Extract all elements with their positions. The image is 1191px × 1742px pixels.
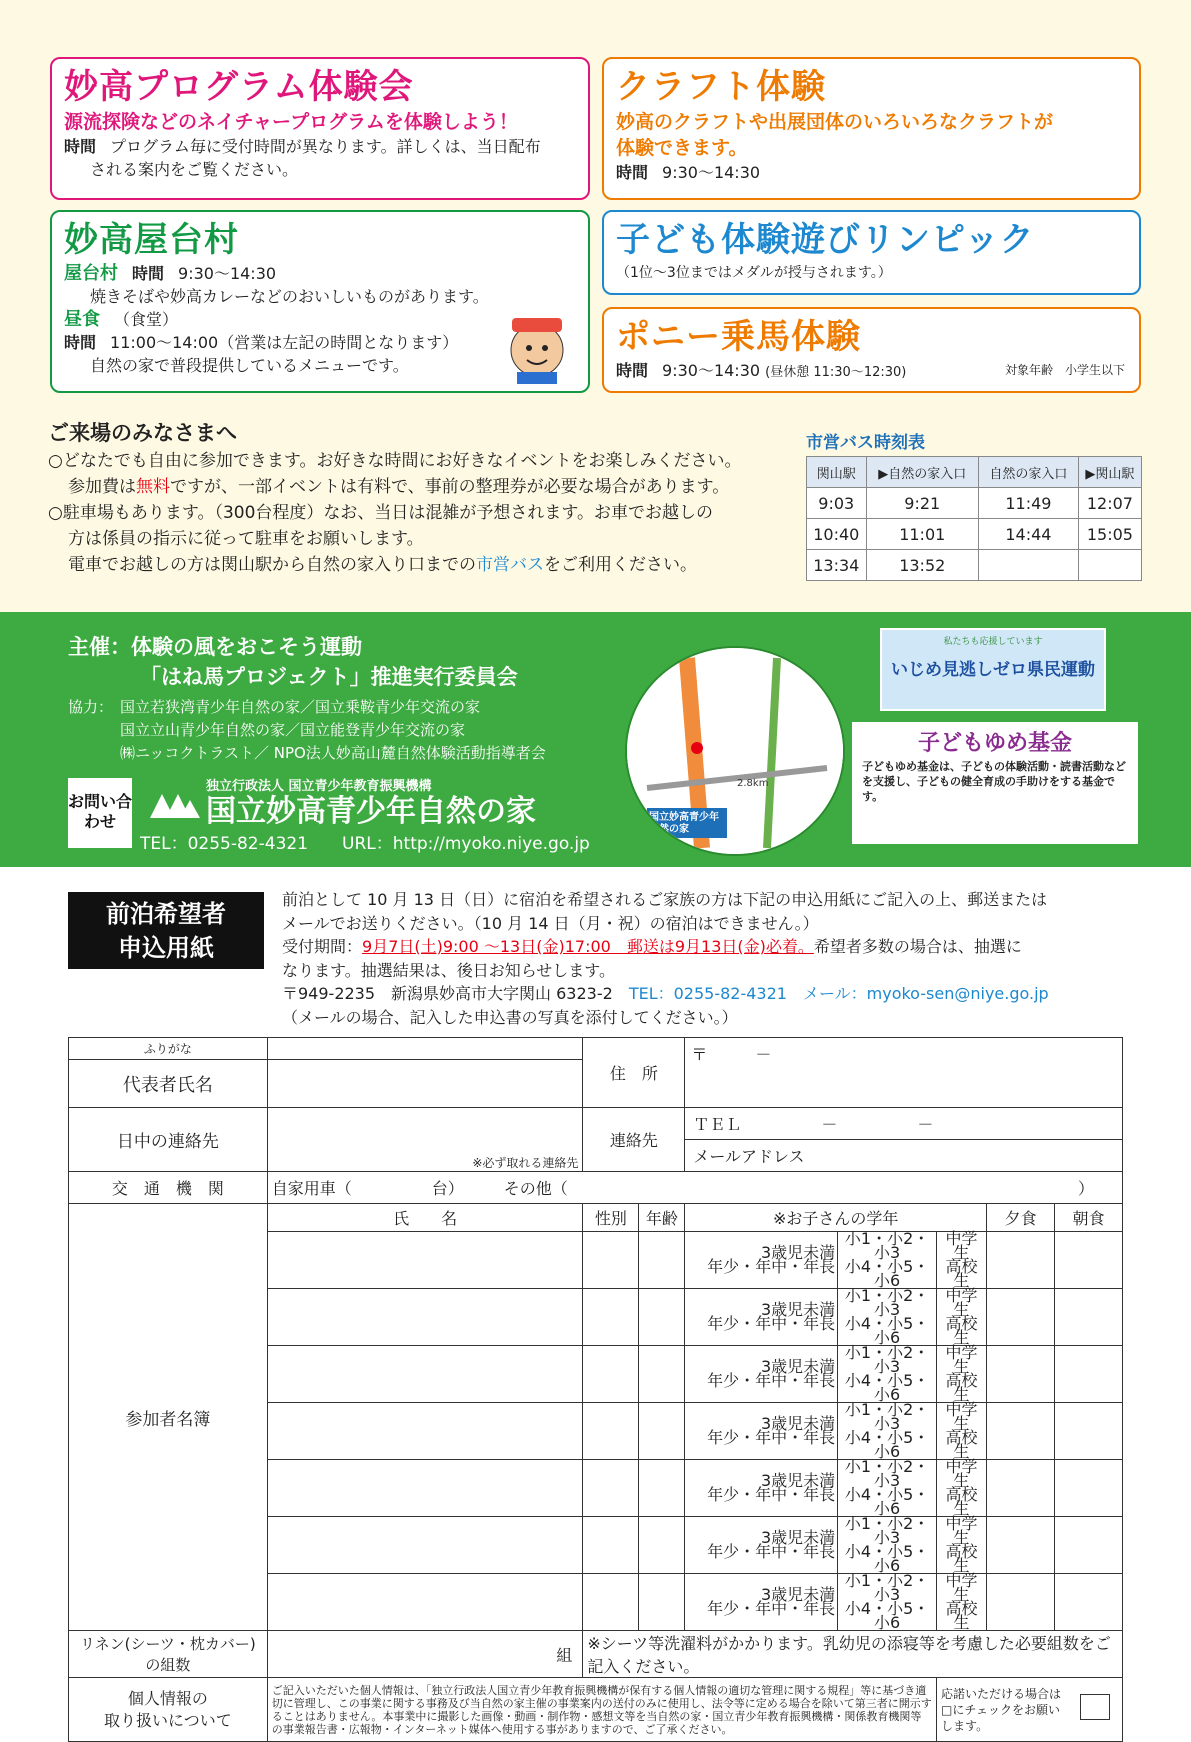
bus-cell: 9:21 [866, 488, 978, 519]
visitors-l2a: 参加費は [68, 477, 136, 497]
olympic-title: 子ども体験遊びリンピック [616, 220, 1035, 260]
g1b: 年少・年中・年長 [707, 1257, 836, 1276]
yatai-time-label2: 時間 [64, 333, 97, 352]
application-text [282, 888, 1132, 1029]
car-text: 自家用車（ 台） その他（ [271, 1179, 568, 1198]
participants-label: 参加者名簿 [69, 1204, 268, 1631]
g2a: 小1・小2・小3 [844, 1571, 930, 1604]
g1a: 3歳児未満 [760, 1528, 836, 1547]
g1a: 3歳児未満 [760, 1471, 836, 1490]
grade-elementary[interactable] [838, 1457, 937, 1518]
address-input[interactable]: 〒 － [685, 1038, 1123, 1108]
g3a: 中学生 [945, 1400, 978, 1433]
application-title-block [68, 892, 264, 969]
craft-time-label: 時間 [616, 163, 649, 182]
h-sex: 性別 [583, 1204, 639, 1232]
g3b: 高校生 [945, 1257, 978, 1290]
h-dinner: 夕食 [987, 1204, 1055, 1232]
pony-break: (昼休憩 11:30～12:30) [765, 365, 907, 380]
bus-header: ▶自然の家入口 [866, 457, 978, 488]
grade-preschool[interactable] [685, 1574, 838, 1631]
g3b: 高校生 [945, 1314, 978, 1347]
contact-label: 連絡先 [583, 1108, 685, 1172]
visitors-l2c: ですが、一部イベントは有料で、事前の整理券が必要な場合があります。 [170, 477, 730, 497]
g3b: 高校生 [945, 1542, 978, 1575]
grade-secondary[interactable] [937, 1229, 987, 1290]
olympic-note: （1位～3位まではメダルが授与されます。） [616, 265, 892, 281]
g2b: 小4・小5・小6 [844, 1542, 930, 1575]
p-age[interactable] [639, 1346, 685, 1403]
bus-cell: 12:07 [1078, 488, 1141, 519]
grade-elementary[interactable] [838, 1286, 937, 1347]
visitors-title: ご来場のみなさまへ [48, 421, 237, 445]
g2a: 小1・小2・小3 [844, 1457, 930, 1490]
h-name: 氏 名 [267, 1204, 583, 1232]
g2a: 小1・小2・小3 [844, 1286, 930, 1319]
grade-preschool[interactable] [685, 1460, 838, 1517]
org-name: 国立妙高青少年自然の家 [206, 794, 536, 829]
org-tel: TEL：0255-82-4321 [140, 834, 309, 854]
org-url[interactable]: URL：http://myoko.niye.go.jp [342, 834, 590, 854]
banner1-small: 私たちも応援しています [943, 637, 1043, 647]
bus-cell: 15:05 [1078, 519, 1141, 550]
banner2-title: 子どもゆめ基金 [917, 731, 1072, 756]
app-title2: 申込用紙 [118, 934, 214, 962]
grade-secondary[interactable] [937, 1571, 987, 1632]
p-name[interactable] [267, 1289, 583, 1346]
bus-cell: 10:40 [807, 519, 867, 550]
p-dinner[interactable] [987, 1460, 1055, 1517]
privacy-text: ご記入いただいた個人情報は、「独立行政法人国立青少年教育振興機構が保有する個人情報の適切な管理に関する規程」等に基づき適切に管理し、この事業に関する事務及び当自然の家主催の事業案内の送付のみに使用し、法令等に定める場合を除いて第三者に開示することはありません。本事業中に撮影した画像・動画・制作物・感想文等を当自然の家・国立青少年教育振興機構・関係教育機関等の事業報告書・広報物・インターネット媒体へ使用する事がありますので、ご了承ください。 [267, 1678, 936, 1742]
mascot-illustration [502, 310, 572, 385]
rep-name-input[interactable] [267, 1060, 583, 1108]
g2a: 小1・小2・小3 [844, 1343, 930, 1376]
rep-name-label: 代表者氏名 [69, 1060, 268, 1108]
g1a: 3歳児未満 [760, 1585, 836, 1604]
bus-cell: 11:01 [866, 519, 978, 550]
visitors-l3: ○駐車場もあります。（300台程度）なお、当日は混雑が予想されます。お車でお越しの [48, 503, 714, 523]
yume-kikin-banner[interactable] [852, 722, 1138, 844]
coop-1: 国立若狭湾青少年自然の家／国立乗鞍青少年交流の家 [120, 698, 481, 716]
inquiry-label: お問い合わせ [68, 778, 132, 848]
g1b: 年少・年中・年長 [707, 1485, 836, 1504]
visitors-l4: 方は係員の指示に従って駐車をお願いします。 [68, 529, 424, 549]
p-name[interactable] [267, 1346, 583, 1403]
olympic-box [602, 210, 1141, 295]
g3a: 中学生 [945, 1514, 978, 1547]
visitors-l5a: 電車でお越しの方は関山駅から自然の家入り口までの [68, 555, 476, 575]
g3a: 中学生 [945, 1571, 978, 1604]
app-p1: 前泊として 10 月 13 日（日）に宿泊を希望されるご家族の方は下記の申込用紙にご記入の上、郵送または [282, 890, 1048, 909]
map-label: 国立妙高青少年自然の家 [649, 812, 719, 835]
yatai-time1: 9:30～14:30 [178, 264, 277, 283]
tel-input[interactable]: ＴＥＬ － － [685, 1108, 1123, 1140]
visitors-bus-link: 市営バス [476, 555, 544, 575]
g1a: 3歳児未満 [760, 1357, 836, 1376]
program-time-text2: される案内をご覧ください。 [90, 160, 299, 179]
p-name[interactable] [267, 1232, 583, 1289]
app-p6: （メールの場合、記入した申込書の写真を添付してください。） [282, 1007, 738, 1027]
privacy-label1: 個人情報の [127, 1688, 208, 1708]
p-breakfast[interactable] [1054, 1346, 1122, 1403]
p-name[interactable] [267, 1460, 583, 1517]
h-breakfast: 朝食 [1054, 1204, 1122, 1232]
g2b: 小4・小5・小6 [844, 1314, 930, 1347]
visitors-section [48, 418, 788, 578]
g3a: 中学生 [945, 1457, 978, 1490]
p-breakfast[interactable] [1054, 1460, 1122, 1517]
p-sex[interactable] [583, 1460, 639, 1517]
bus-cell [978, 550, 1078, 581]
g3a: 中学生 [945, 1343, 978, 1376]
pony-time: 9:30～14:30 [662, 361, 761, 380]
bus-cell: 9:03 [807, 488, 867, 519]
visitors-free: 無料 [136, 477, 170, 497]
consent-cell [937, 1678, 1123, 1742]
coop-label: 協力： [68, 698, 114, 716]
p-breakfast[interactable] [1054, 1289, 1122, 1346]
day-contact-label: 日中の連絡先 [69, 1108, 268, 1172]
g1a: 3歳児未満 [760, 1414, 836, 1433]
bus-cell [1078, 550, 1141, 581]
grade-secondary[interactable] [937, 1514, 987, 1575]
set-unit: 組 [556, 1645, 573, 1665]
g2a: 小1・小2・小3 [844, 1514, 930, 1547]
bus-cell: 14:44 [978, 519, 1078, 550]
privacy-label2: 取り扱いについて [104, 1710, 232, 1730]
yatai-time-label: 時間 [132, 264, 165, 283]
pony-time-label: 時間 [616, 361, 649, 380]
consent-checkbox[interactable] [1080, 1694, 1110, 1720]
bus-header: 自然の家入口 [978, 457, 1078, 488]
consent-text: 応諾いただける場合は□にチェックをお願いします。 [941, 1686, 1062, 1733]
organizer-line2: 「はね馬プロジェクト」推進実行委員会 [140, 665, 518, 689]
g2b: 小4・小5・小6 [844, 1428, 930, 1461]
p-name[interactable] [267, 1403, 583, 1460]
p-breakfast[interactable] [1054, 1403, 1122, 1460]
craft-box [602, 57, 1141, 200]
program-box [50, 57, 590, 200]
craft-time: 9:30～14:30 [662, 163, 761, 182]
p-dinner[interactable] [987, 1517, 1055, 1574]
p-dinner[interactable] [987, 1403, 1055, 1460]
program-title: 妙高プログラム体験会 [64, 67, 414, 107]
must-note: ※必ず取れる連絡先 [472, 1156, 579, 1170]
h-grade: ※お子さんの学年 [685, 1204, 987, 1232]
visitors-l5c: をご利用ください。 [544, 555, 697, 575]
grade-elementary[interactable] [838, 1514, 937, 1575]
g2a: 小1・小2・小3 [844, 1400, 930, 1433]
pony-box [602, 307, 1141, 393]
p-sex[interactable] [583, 1574, 639, 1631]
org-contact [140, 832, 590, 856]
close-paren: ） [1077, 1179, 1094, 1198]
p-breakfast[interactable] [1054, 1232, 1122, 1289]
grade-secondary[interactable] [937, 1343, 987, 1404]
g1b: 年少・年中・年長 [707, 1599, 836, 1618]
bus-cell: 13:52 [866, 550, 978, 581]
g1b: 年少・年中・年長 [707, 1314, 836, 1333]
bus-timetable [806, 430, 1142, 581]
grade-preschool[interactable] [685, 1403, 838, 1460]
grade-secondary[interactable] [937, 1286, 987, 1347]
p-age[interactable] [639, 1232, 685, 1289]
p-sex[interactable] [583, 1346, 639, 1403]
yatai-sub1: 屋台村 [64, 263, 118, 284]
craft-lead1: 妙高のクラフトや出展団体のいろいろなクラフトが [616, 111, 1054, 133]
organizer-line1: 主催：体験の風をおこそう運動 [68, 635, 362, 659]
g1a: 3歳児未満 [760, 1300, 836, 1319]
program-lead: 源流探険などのネイチャープログラムを体験しよう！ [64, 111, 518, 133]
p-dinner[interactable] [987, 1346, 1055, 1403]
app-period: 9月7日(土)9:00 ～13日(金)17:00 郵送は9月13日(金)必着。 [362, 937, 814, 956]
bus-title: 市営バス時刻表 [806, 433, 925, 453]
org-small: 独立行政法人 国立青少年教育振興機構 [206, 779, 432, 794]
grade-preschool[interactable] [685, 1289, 838, 1346]
p-age[interactable] [639, 1289, 685, 1346]
bus-cell: 11:49 [978, 488, 1078, 519]
g2b: 小4・小5・小6 [844, 1257, 930, 1290]
p-age[interactable] [639, 1403, 685, 1460]
transport-input[interactable] [267, 1172, 1122, 1204]
furigana-input[interactable] [267, 1038, 583, 1060]
g3b: 高校生 [945, 1485, 978, 1518]
p-breakfast[interactable] [1054, 1517, 1122, 1574]
p-age[interactable] [639, 1517, 685, 1574]
g3b: 高校生 [945, 1599, 978, 1632]
p-name[interactable] [267, 1517, 583, 1574]
p-sex[interactable] [583, 1403, 639, 1460]
yatai-desc2: 自然の家で普段提供しているメニューです。 [90, 356, 409, 375]
grade-elementary[interactable] [838, 1229, 937, 1290]
p-sex[interactable] [583, 1517, 639, 1574]
linen-note: ※シーツ等洗濯料がかかります。乳幼児の添寝等を考慮した必要組数をご記入ください。 [583, 1631, 1123, 1678]
pony-title: ポニー乗馬体験 [616, 317, 861, 357]
app-title1: 前泊希望者 [106, 900, 226, 928]
coop-3: ㈱ニッコクトラスト／ NPO法人妙高山麓自然体験活動指導者会 [120, 744, 546, 762]
mail-input[interactable]: メールアドレス [685, 1140, 1123, 1172]
grade-secondary[interactable] [937, 1400, 987, 1461]
transport-label: 交 通 機 関 [69, 1172, 268, 1204]
g3a: 中学生 [945, 1286, 978, 1319]
g2b: 小4・小5・小6 [844, 1599, 930, 1632]
yatai-title: 妙高屋台村 [64, 220, 239, 260]
program-time-text: プログラム毎に受付時間が異なります。詳しくは、当日配布 [110, 137, 541, 156]
furigana-label: ふりがな [69, 1038, 268, 1060]
grade-secondary[interactable] [937, 1457, 987, 1518]
p-breakfast[interactable] [1054, 1574, 1122, 1631]
p-sex[interactable] [583, 1289, 639, 1346]
day-contact-input[interactable] [267, 1108, 583, 1172]
cooperators [68, 696, 546, 765]
map-distance: 2.8km [737, 778, 769, 789]
linen-input[interactable] [267, 1631, 583, 1678]
ijime-banner[interactable] [880, 628, 1106, 711]
p-dinner[interactable] [987, 1232, 1055, 1289]
yatai-box [50, 210, 590, 393]
banner1-title: いじめ見逃しゼロ県民運動 [891, 660, 1095, 680]
h-age: 年齢 [639, 1204, 685, 1232]
app-contact: TEL：0255-82-4321 メール：myoko-sen@niye.go.jp [628, 984, 1049, 1003]
yatai-time2: 11:00～14:00（営業は左記の時間となります） [110, 333, 459, 352]
p-age[interactable] [639, 1460, 685, 1517]
yatai-sub2: 昼食 [64, 309, 100, 330]
g2b: 小4・小5・小6 [844, 1485, 930, 1518]
bus-header: ▶関山駅 [1078, 457, 1141, 488]
g3b: 高校生 [945, 1428, 978, 1461]
program-time-label: 時間 [64, 137, 97, 156]
app-p3a: 受付期間： [282, 937, 363, 956]
craft-lead2: 体験できます。 [616, 137, 748, 159]
yatai-sub2-note: （食堂） [114, 310, 179, 329]
p-sex[interactable] [583, 1232, 639, 1289]
linen-label: リネン(シーツ・枕カバー)の組数 [69, 1631, 268, 1678]
banner2-text: 子どもゆめ基金は、子どもの体験活動・読書活動などを支援し、子どもの健全育成の手助けをする基金です。 [862, 760, 1126, 803]
g1b: 年少・年中・年長 [707, 1542, 836, 1561]
app-p2: メールでお送りください。（10 月 14 日（月・祝）の宿泊はできません。） [282, 913, 819, 933]
grade-preschool[interactable] [685, 1517, 838, 1574]
access-map [625, 646, 845, 856]
niye-logo-icon [148, 790, 200, 820]
visitors-l1: ○どなたでも自由に参加できます。お好きな時間にお好きなイベントをお楽しみください。 [48, 451, 742, 471]
g1b: 年少・年中・年長 [707, 1371, 836, 1390]
p-dinner[interactable] [987, 1574, 1055, 1631]
app-p4: なります。抽選結果は、後日お知らせします。 [282, 960, 615, 980]
app-address: 〒949-2235 新潟県妙高市大字関山 6323-2 [282, 984, 613, 1003]
application-form [68, 1037, 1123, 1742]
address-label: 住 所 [583, 1038, 685, 1108]
p-dinner[interactable] [987, 1289, 1055, 1346]
bus-header: 関山駅 [807, 457, 867, 488]
grade-preschool[interactable] [685, 1232, 838, 1289]
grade-preschool[interactable] [685, 1346, 838, 1403]
coop-2: 国立立山青少年自然の家／国立能登青少年交流の家 [120, 721, 466, 739]
bus-cell: 13:34 [807, 550, 867, 581]
g2a: 小1・小2・小3 [844, 1229, 930, 1262]
grade-elementary[interactable] [838, 1343, 937, 1404]
grade-elementary[interactable] [838, 1400, 937, 1461]
p-name[interactable] [267, 1574, 583, 1631]
grade-elementary[interactable] [838, 1571, 937, 1632]
g1b: 年少・年中・年長 [707, 1428, 836, 1447]
craft-title: クラフト体験 [616, 67, 826, 107]
p-age[interactable] [639, 1574, 685, 1631]
g2b: 小4・小5・小6 [844, 1371, 930, 1404]
privacy-label [69, 1678, 268, 1742]
app-p3c: 希望者多数の場合は、抽選に [813, 937, 1022, 956]
yatai-desc1: 焼きそばや妙高カレーなどのおいしいものがあります。 [90, 287, 489, 306]
g1a: 3歳児未満 [760, 1243, 836, 1262]
g3a: 中学生 [945, 1229, 978, 1262]
pony-target: 対象年齢 小学生以下 [1004, 363, 1125, 377]
g3b: 高校生 [945, 1371, 978, 1404]
